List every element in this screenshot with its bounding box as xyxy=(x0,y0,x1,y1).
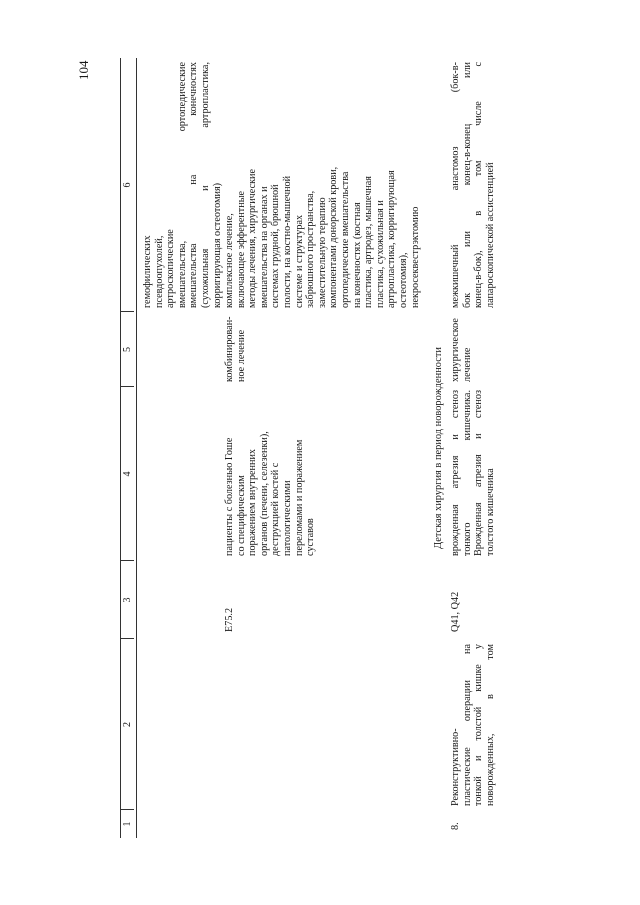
row-8-care-type: Реконструктивно- пластические операции на тонкой и толстой кишке у новорожденных, в том xyxy=(450,644,496,806)
gaucher-treatment-type: комбинирован- ное лечение xyxy=(224,316,247,382)
column-number-4: 4 xyxy=(122,471,133,477)
section-title: Детская хирургия в период новорожденности xyxy=(433,347,444,549)
row-8-number: 8. xyxy=(450,822,461,830)
page-number: 104 xyxy=(76,60,91,80)
gaucher-treatment-methods: комплексное лечение, включающее эфферентные методы лечения, хирургические вмешательства на органах и системах грудной, брюшной полости, на костно-мышечной системе и структурах забрюшного пространства, заместительную терапию компонентами донорской крови, ортопедические вмешательства на конечностях (костная пластика, артродез, мышечная пластика, сухожильная и артропластика, корригирующая остеотомия), некросеквестрэктомию xyxy=(224,166,421,308)
continued-row-treatment-methods: гемофилических псевдоопухолей, артроскопические вмешательства, ортопедические вмешательства на конечностях (сухожильная и артропластика, корригирующая остеотомия) xyxy=(142,62,223,308)
column-number-2: 2 xyxy=(122,722,133,727)
gaucher-icd-code: E75.2 xyxy=(224,607,235,632)
column-number-3: 3 xyxy=(122,597,133,603)
column-number-6: 6 xyxy=(122,182,133,188)
row-8-patient-model: врожденная атрезия и стеноз тонкого кишечника. Врожденная атрезия и стеноз толстого кишечника xyxy=(450,390,496,556)
header-bottom-rule xyxy=(136,58,137,838)
row-8-treatment-type: хирургическое лечение xyxy=(450,318,473,382)
gaucher-patient-model: пациенты с болезнью Гоше со специфическим поражением внутренних органов (печени, селезенки), деструкцией костей с патологическими переломами и поражением суставов xyxy=(224,431,317,556)
column-number-1: 1 xyxy=(122,821,133,827)
row-8-treatment-methods: межкишечный анастомоз (бок-в- бок или конец-в-конец или конец-в-бок), в том числе с лапароскопической ассистенцией xyxy=(450,62,496,308)
medical-care-table xyxy=(120,58,600,838)
column-number-5: 5 xyxy=(122,347,133,352)
row-8-icd-codes: Q41, Q42 xyxy=(450,591,461,632)
